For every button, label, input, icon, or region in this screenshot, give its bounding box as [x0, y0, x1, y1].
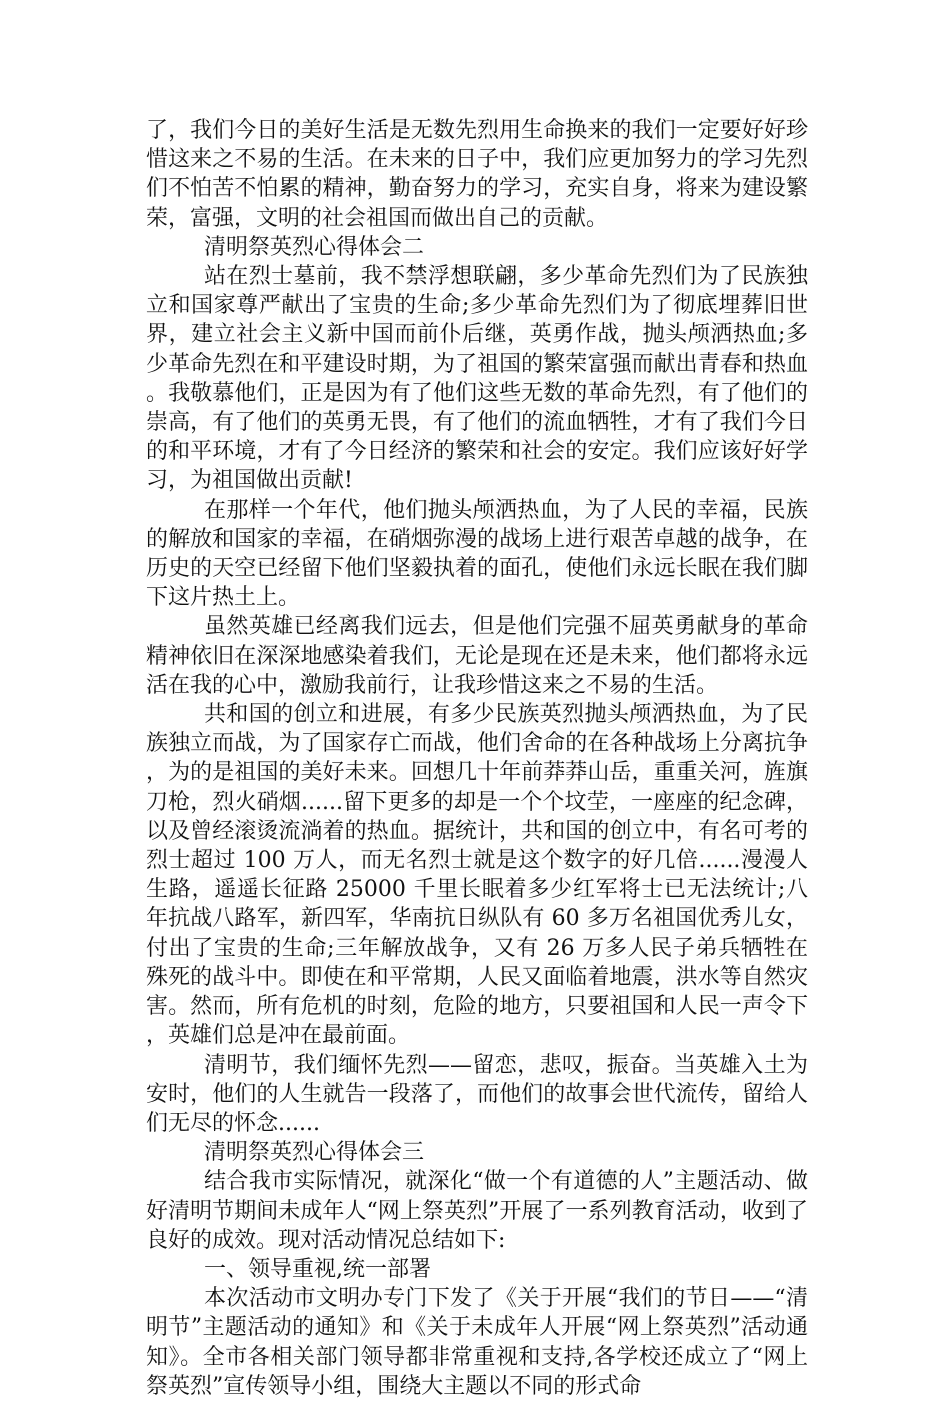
subsection-heading-1: 一、领导重视,统一部署 — [204, 1256, 431, 1282]
document-page — [146, 116, 808, 1401]
paragraph-6: 清明节，我们缅怀先烈——留恋，悲叹，振奋。当英雄入土为安时，他们的人生就告一段落了，而他们的故事会世代流传，留给人们无尽的怀念...... — [146, 1052, 808, 1136]
paragraph-5: 共和国的创立和进展，有多少民族英烈抛头颅洒热血，为了民族独立而战，为了国家存亡而战，他们舍命的在各种战场上分离抗争，为的是祖国的美好未来。回想几十年前莽莽山岳，重重关河，旌旗刀枪，烈火硝烟......留下更多的却是一个个坟茔，一座座的纪念碑，以及曾经滚烫流淌着的热血。据统计，共和国的创立中，有名可考的烈士超过 100 万人，而无名烈士就是这个数字的好几倍......漫漫人生路，遥遥长征路 25000 千里长眠着多少红军将士已无法统计;八年抗战八路军，新四军，华南抗日纵队有 60 多万名祖国优秀儿女，付出了宝贵的生命;三年解放战争，又有 26 万多人民子弟兵牺牲在殊死的战斗中。即使在和平常期，人民又面临着地震，洪水等自然灾害。然而，所有危机的时刻，危险的地方，只要祖国和人民一声令下，英雄们总是冲在最前面。 — [146, 702, 808, 1049]
paragraph-4: 虽然英雄已经离我们远去，但是他们完强不屈英勇献身的革命精神依旧在深深地感染着我们，无论是现在还是未来，他们都将永远活在我的心中，激励我前行，让我珍惜这来之不易的生活。 — [146, 614, 808, 698]
paragraph-8: 本次活动市文明办专门下发了《关于开展“我们的节日——“清明节”主题活动的通知》和《关于未成年人开展“网上祭英烈”活动通知》。全市各相关部门领导都非常重视和支持,各学校还成立了“网上祭英烈”宣传领导小组，围绕大主题以不同的形式命 — [146, 1286, 808, 1399]
section-heading-2: 清明祭英烈心得体会二 — [204, 234, 425, 260]
paragraph-1: 了，我们今日的美好生活是无数先烈用生命换来的我们一定要好好珍惜这来之不易的生活。在未来的日子中，我们应更加努力的学习先烈们不怕苦不怕累的精神，勤奋努力的学习，充实自身，将来为建设繁荣，富强，文明的社会祖国而做出自己的贡献。 — [146, 118, 808, 231]
paragraph-2: 站在烈士墓前，我不禁浮想联翩，多少革命先烈们为了民族独立和国家尊严献出了宝贵的生命;多少革命先烈们为了彻底埋葬旧世界，建立社会主义新中国而前仆后继，英勇作战，抛头颅洒热血;多少革命先烈在和平建设时期，为了祖国的繁荣富强而献出青春和热血。我敬慕他们，正是因为有了他们这些无数的革命先烈，有了他们的崇高，有了他们的英勇无畏，有了他们的流血牺牲，才有了我们今日的和平环境，才有了今日经济的繁荣和社会的安定。我们应该好好学习，为祖国做出贡献! — [146, 264, 808, 494]
section-heading-3: 清明祭英烈心得体会三 — [204, 1140, 425, 1166]
paragraph-3: 在那样一个年代，他们抛头颅洒热血，为了人民的幸福，民族的解放和国家的幸福，在硝烟弥漫的战场上进行艰苦卓越的战争，在历史的天空已经留下他们坚毅执着的面孔，使他们永远长眠在我们脚下这片热土上。 — [146, 497, 808, 611]
paragraph-7: 结合我市实际情况，就深化“做一个有道德的人”主题活动、做好清明节期间未成年人“网上祭英烈”开展了一系列教育活动，收到了良好的成效。现对活动情况总结如下: — [146, 1169, 808, 1253]
